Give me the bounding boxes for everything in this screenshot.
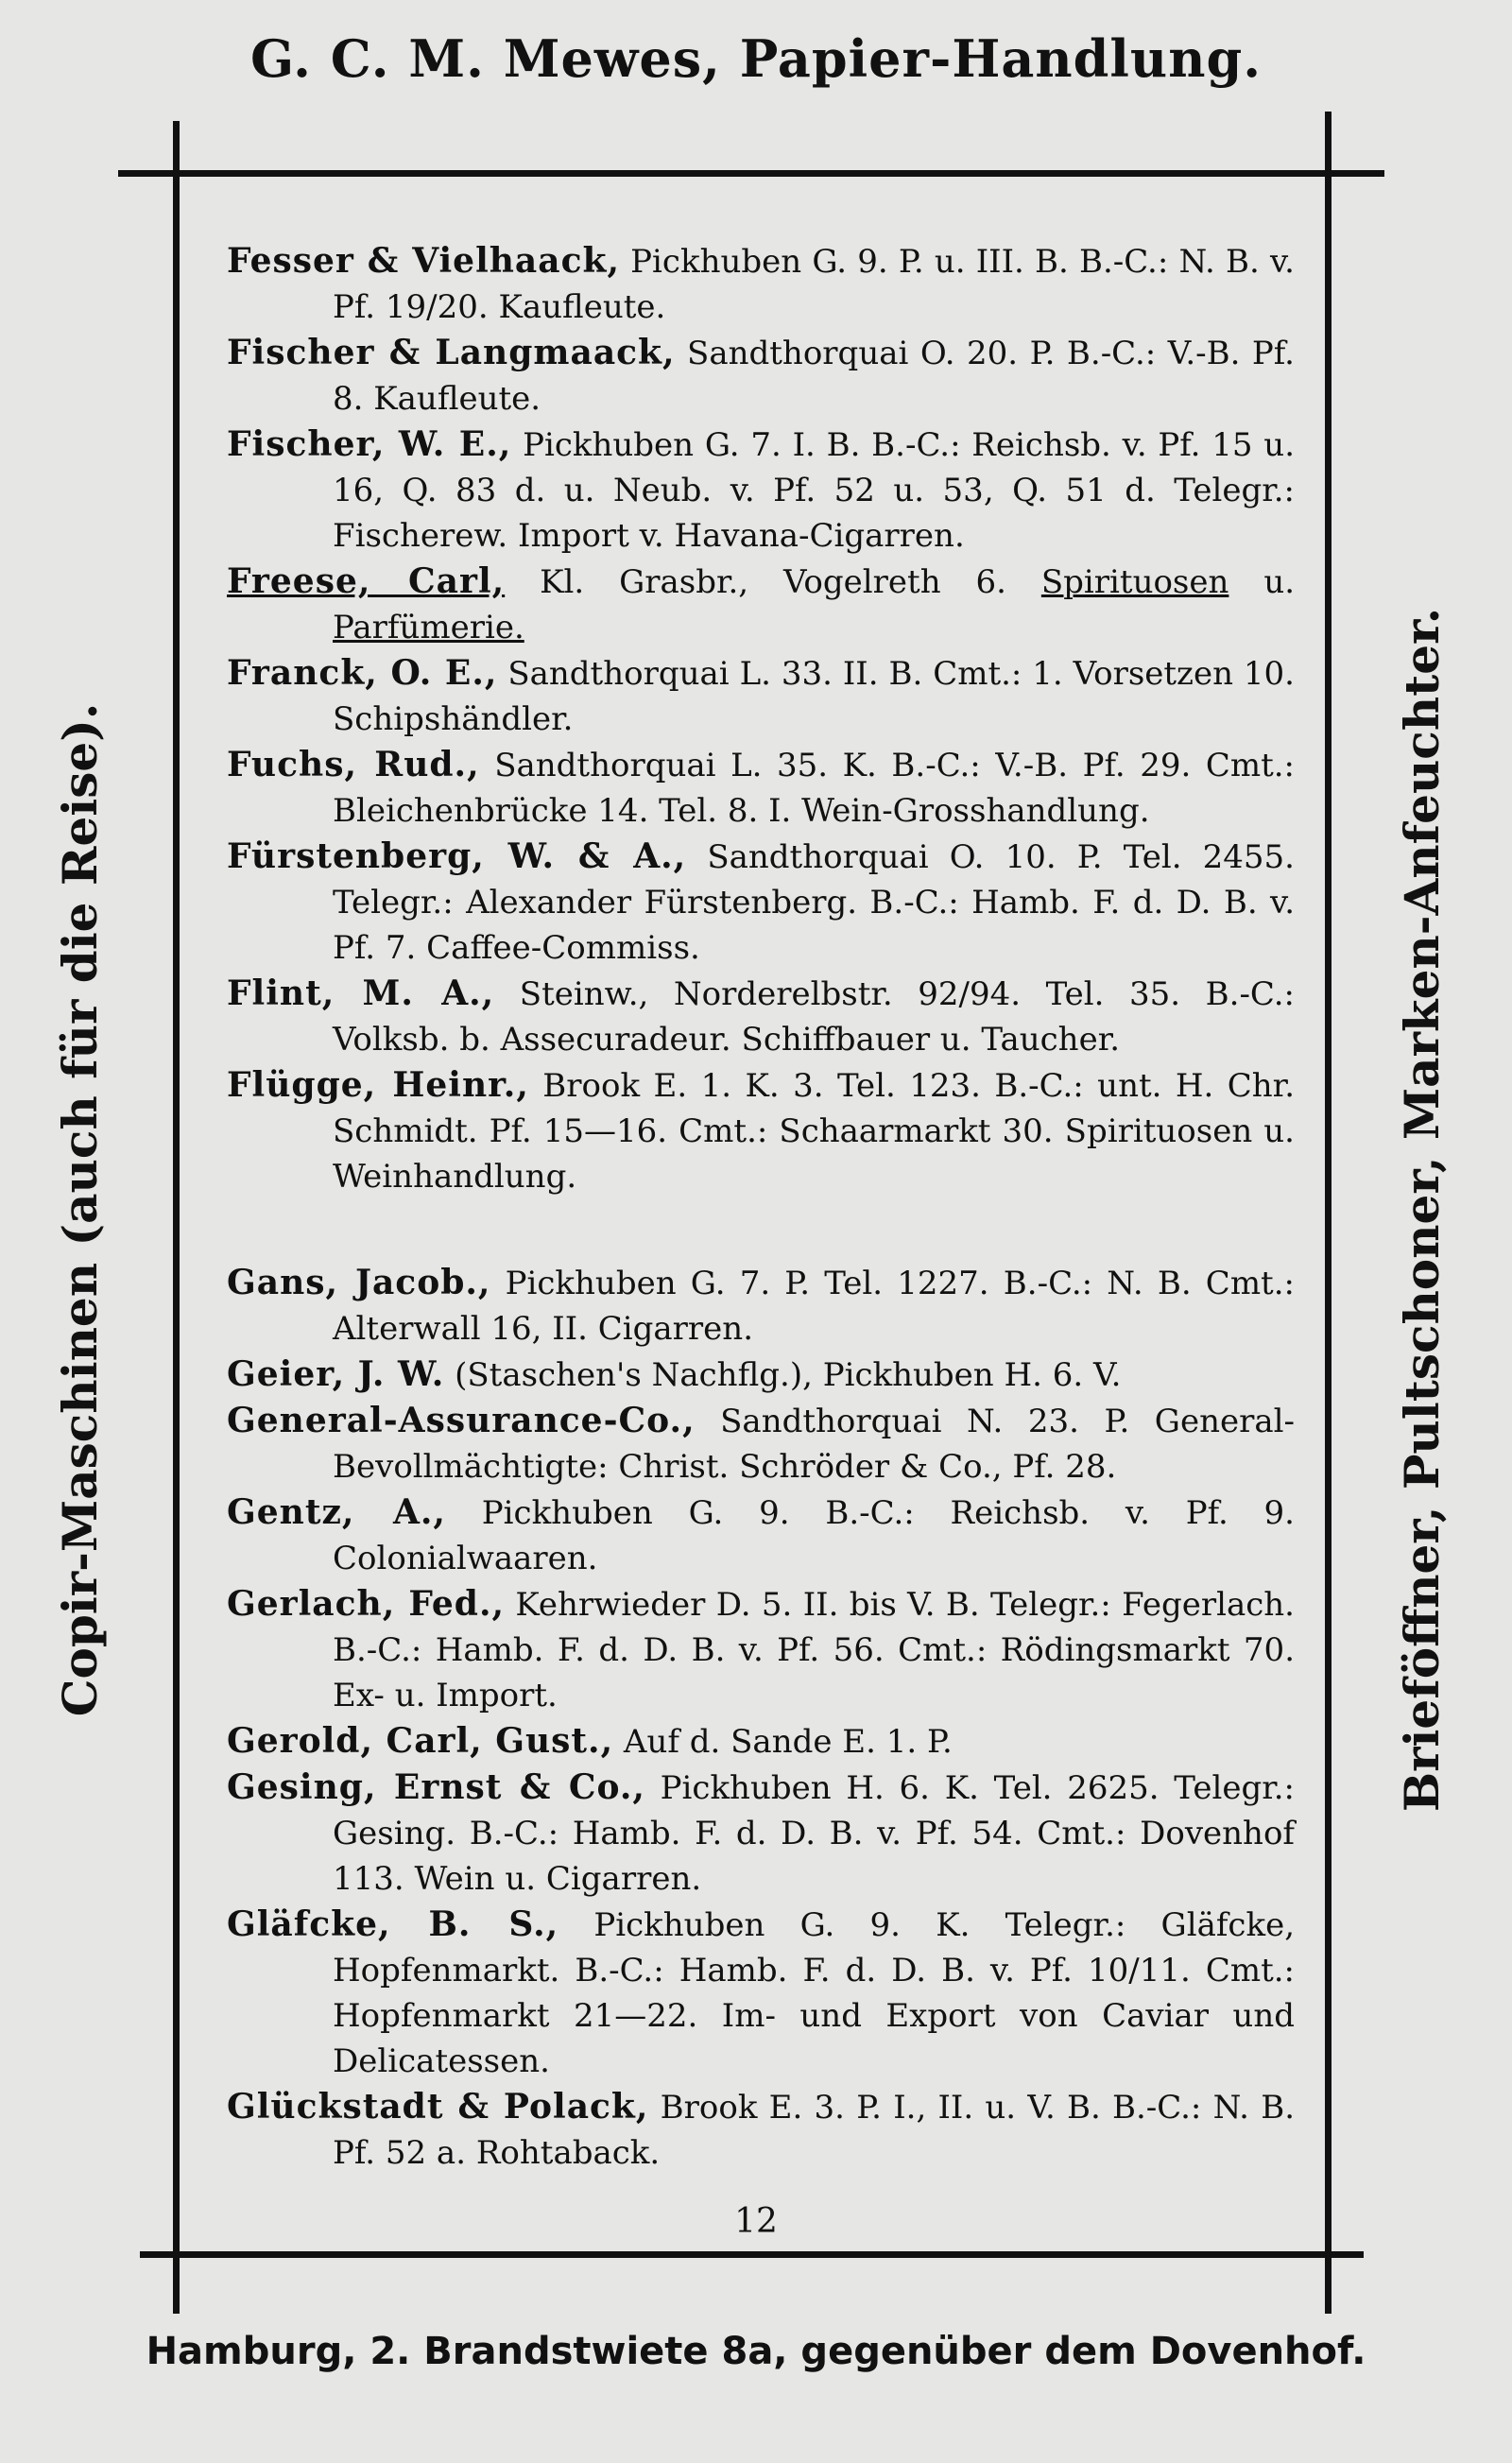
entry-name: Fuchs, Rud.,	[227, 745, 480, 784]
entry-name: Flügge, Heinr.,	[227, 1065, 529, 1105]
section-gap	[227, 1199, 1295, 1260]
entry-name: Gesing, Ernst & Co.,	[227, 1767, 645, 1807]
entry-text: Steinw., Norderelbstr. 92/94. Tel. 35. B.-C.: Volksb. b. Assecuradeur. Schiffbauer u. Taucher.	[333, 975, 1296, 1059]
page-number: 12	[734, 2202, 778, 2241]
entry	[227, 1902, 1295, 2084]
entry	[227, 1352, 1295, 1398]
entry-text: Kehrwieder D. 5. II. bis V. B. Telegr.: Fegerlach. B.-C.: Hamb. F. d. D. B. v. Pf. 56. Cmt.: Rödingsmarkt 70. Ex- u. Import.	[333, 1586, 1295, 1714]
entry	[227, 238, 1295, 330]
entry	[227, 650, 1295, 742]
right-side-banner: Brieföffner, Pultschoner, Marken-Anfeuchter.	[1394, 607, 1450, 1813]
entry	[227, 834, 1295, 971]
entry	[227, 1490, 1295, 1581]
entry-name: Gerold, Carl, Gust.,	[227, 1721, 614, 1761]
entry	[227, 971, 1295, 1062]
entry-text-underlined: Parfümerie.	[333, 609, 524, 646]
entry	[227, 1765, 1295, 1902]
entry-name: Franck, O. E.,	[227, 653, 498, 693]
entry-name: Freese, Carl,	[227, 561, 506, 601]
entry-name: Gläfcke, B. S.,	[227, 1904, 559, 1944]
entry	[227, 1260, 1295, 1352]
entry-name: General-Assurance-Co.,	[227, 1401, 696, 1440]
entry-name: Gentz, A.,	[227, 1492, 446, 1532]
entry-text: Pickhuben G. 9. P. u. III. B. B.-C.: N. B. v. Pf. 19/20. Kaufleute.	[333, 243, 1295, 326]
entry-text: Pickhuben H. 6. K. Tel. 2625. Telegr.: Gesing. B.-C.: Hamb. F. d. D. B. v. Pf. 54. Cmt.: Dovenhof 113. Wein u. Cigarren.	[333, 1769, 1295, 1898]
entry-text-underlined: Spirituosen	[1040, 563, 1229, 601]
header-title: G. C. M. Mewes, Papier-Handlung.	[249, 28, 1263, 89]
entry-name: Gerlach, Fed.,	[227, 1584, 506, 1624]
entry-name: Fesser & Vielhaack,	[227, 241, 620, 281]
entry-name: Fürstenberg, W. & A.,	[227, 836, 687, 876]
entry-text: Auf d. Sande E. 1. P.	[623, 1723, 953, 1761]
entry-text: Pickhuben G. 7. P. Tel. 1227. B.-C.: N. B. Cmt.: Alterwall 16, II. Cigarren.	[333, 1265, 1295, 1348]
entry-text: Brook E. 1. K. 3. Tel. 123. B.-C.: unt. H. Chr. Schmidt. Pf. 15—16. Cmt.: Schaarmarkt 30. Spirituosen u. Weinhandlung.	[333, 1067, 1296, 1196]
top-rule	[118, 170, 1384, 177]
right-rule	[1325, 112, 1332, 2314]
entry-text: u.	[1263, 563, 1296, 601]
entry	[227, 1718, 1295, 1765]
entry-freese	[227, 559, 1295, 650]
entry-name: Flint, M. A.,	[227, 973, 495, 1013]
left-side-banner: Copir-Maschinen (auch für die Reise).	[52, 702, 108, 1717]
entry	[227, 2084, 1295, 2176]
entry-text: Sandthorquai O. 10. P. Tel. 2455. Telegr.: Alexander Fürstenberg. B.-C.: Hamb. F. d. D. B. v. Pf. 7. Caffee-Commiss.	[333, 838, 1295, 967]
left-rule	[173, 121, 180, 2314]
entry	[227, 1062, 1295, 1199]
entry-text: Pickhuben G. 9. K. Telegr.: Gläfcke, Hopfenmarkt. B.-C.: Hamb. F. d. D. B. v. Pf. 10/11. Cmt.: Hopfenmarkt 21—22. Im- und Export von Caviar und Delicatessen.	[333, 1906, 1296, 2080]
entry-name: Gans, Jacob.,	[227, 1263, 491, 1302]
footer-address: Hamburg, 2. Brandstwiete 8a, gegenüber dem Dovenhof.	[146, 2330, 1366, 2373]
entry-text: Pickhuben G. 7. I. B. B.-C.: Reichsb. v. Pf. 15 u. 16, Q. 83 d. u. Neub. v. Pf. 52 u. 53, Q. 51 d. Telegr.: Fischerew. Import v. Havana-Cigarren.	[333, 426, 1296, 555]
entry-text: Sandthorquai L. 33. II. B. Cmt.: 1. Vorsetzen 10. Schipshändler.	[333, 655, 1295, 738]
entry-text: Brook E. 3. P. I., II. u. V. B. B.-C.: N. B. Pf. 52 a. Rohtaback.	[333, 2089, 1296, 2172]
entry	[227, 1581, 1295, 1718]
entry-list	[227, 238, 1295, 2176]
bottom-rule	[140, 2251, 1364, 2258]
entry-name: Fischer & Langmaack,	[227, 333, 676, 372]
entry-name: Glückstadt & Polack,	[227, 2087, 649, 2127]
entry-text: Pickhuben G. 9. B.-C.: Reichsb. v. Pf. 9. Colonialwaaren.	[333, 1494, 1295, 1577]
entry-text: (Staschen's Nachflg.), Pickhuben H. 6. V.	[455, 1356, 1122, 1394]
entry-text: Sandthorquai O. 20. P. B.-C.: V.-B. Pf. 8. Kaufleute.	[333, 335, 1295, 418]
entry	[227, 742, 1295, 834]
entry-name: Geier, J. W.	[227, 1354, 445, 1394]
entry-name: Fischer, W. E.,	[227, 424, 512, 464]
entry-text: Sandthorquai N. 23. P. General-Bevollmächtigte: Christ. Schröder & Co., Pf. 28.	[333, 1403, 1295, 1486]
entry-text: Sandthorquai L. 35. K. B.-C.: V.-B. Pf. 29. Cmt.: Bleichenbrücke 14. Tel. 8. I. Wein-Grosshandlung.	[333, 747, 1296, 830]
entry	[227, 330, 1295, 422]
entry	[227, 422, 1295, 559]
entry-text: Kl. Grasbr., Vogelreth 6.	[540, 563, 1006, 601]
entry	[227, 1398, 1295, 1490]
